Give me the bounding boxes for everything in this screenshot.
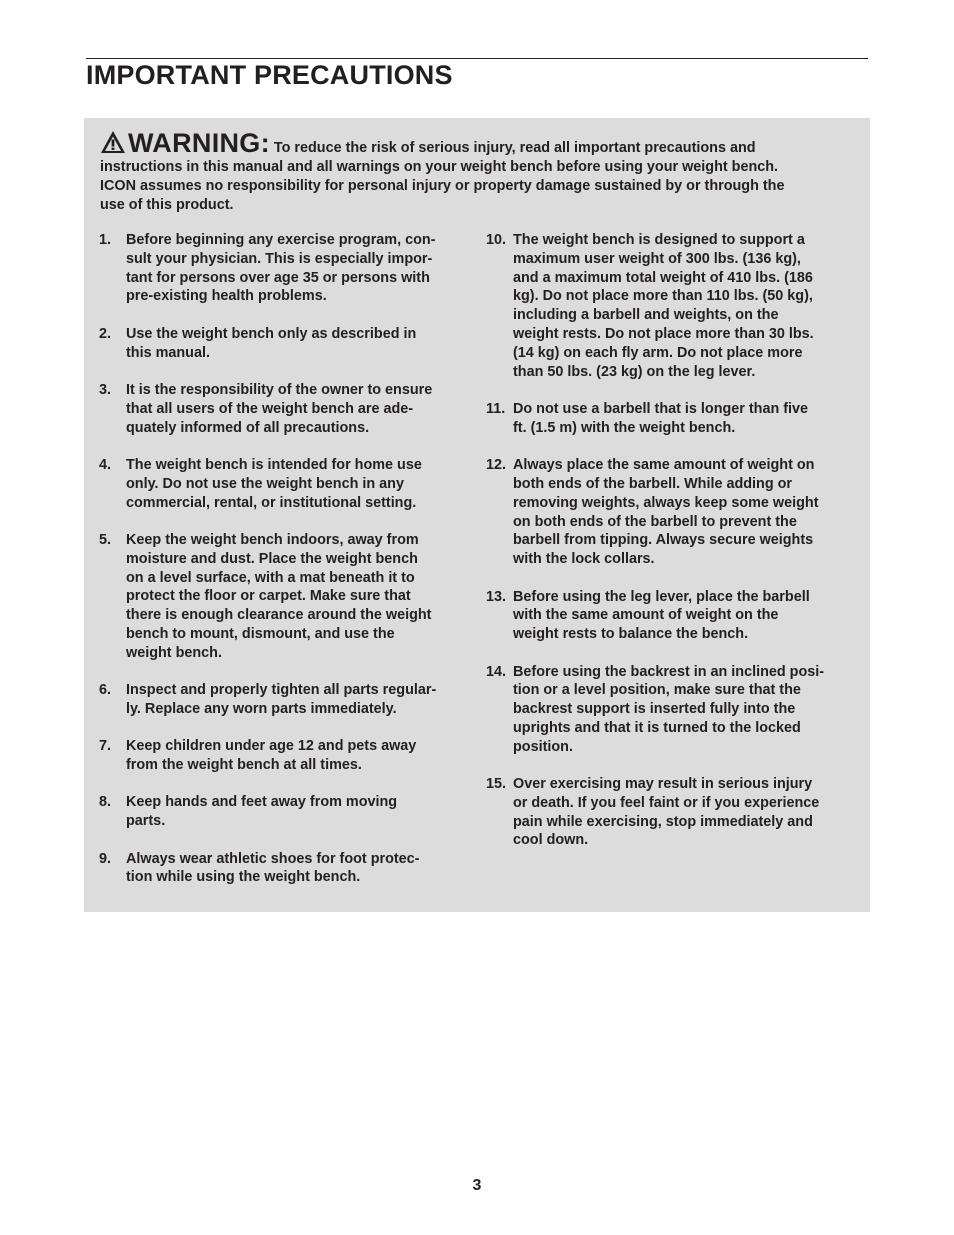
warning-line: ICON assumes no responsibility for personal injury or property damage sustained by or through the: [100, 178, 785, 194]
precaution-line: position.: [513, 738, 573, 755]
precaution-line: weight rests to balance the bench.: [513, 626, 749, 643]
precaution-text: [513, 588, 858, 644]
precaution-number: 13.: [486, 588, 507, 605]
precaution-line: moisture and dust. Place the weight bench: [126, 550, 418, 567]
precaution-line: with the lock collars.: [513, 551, 655, 568]
precaution-text: [513, 400, 858, 438]
precaution-line: Always wear athletic shoes for foot protec-: [126, 850, 420, 867]
precaution-line: this manual.: [126, 344, 210, 361]
warning-intro: [100, 130, 854, 215]
precaution-text: [126, 737, 467, 775]
warning-line: To reduce the risk of serious injury, read all important precautions and: [273, 140, 756, 156]
warning-line: use of this product.: [100, 197, 234, 213]
precaution-number: 8.: [99, 794, 112, 811]
precaution-line: commercial, rental, or institutional setting.: [126, 494, 417, 511]
precaution-line: quately informed of all precautions.: [126, 419, 370, 436]
page-title: IMPORTANT PRECAUTIONS: [86, 60, 453, 90]
precaution-item: [99, 456, 467, 512]
precaution-number: 6.: [99, 682, 112, 699]
precaution-line: Before using the backrest in an inclined posi-: [513, 663, 825, 680]
precaution-line: It is the responsibility of the owner to ensure: [126, 381, 433, 398]
precaution-item: [99, 531, 467, 663]
precaution-line: both ends of the barbell. While adding or: [513, 475, 793, 492]
precaution-line: ft. (1.5 m) with the weight bench.: [513, 419, 736, 436]
precaution-line: Over exercising may result in serious injury: [513, 776, 813, 793]
precaution-number: 1.: [99, 232, 112, 248]
precaution-text: [126, 531, 467, 663]
precaution-line: Before beginning any exercise program, con-: [126, 232, 436, 248]
precaution-line: maximum user weight of 300 lbs. (136 kg),: [513, 250, 801, 267]
precaution-item: [99, 850, 467, 888]
precaution-line: including a barbell and weights, on the: [513, 307, 779, 324]
precaution-number: 12.: [486, 457, 507, 474]
precaution-line: on both ends of the barbell to prevent the: [513, 513, 797, 530]
precaution-text: [126, 231, 467, 306]
precaution-line: tant for persons over age 35 or persons with: [126, 269, 430, 286]
precaution-line: tion while using the weight bench.: [126, 869, 361, 886]
precaution-text: [126, 456, 467, 512]
precaution-text: [513, 663, 858, 757]
precaution-text: [126, 850, 467, 888]
precaution-line: barbell from tipping. Always secure weights: [513, 532, 814, 549]
precaution-line: pre-existing health problems.: [126, 288, 327, 305]
precaution-text: [513, 231, 858, 381]
precaution-number: 10.: [486, 232, 507, 248]
precaution-number: 5.: [99, 531, 112, 548]
precaution-text: [513, 456, 858, 569]
precaution-line: protect the floor or carpet. Make sure that: [126, 588, 411, 605]
precaution-line: Keep the weight bench indoors, away from: [126, 531, 419, 548]
precaution-item: [99, 793, 467, 831]
precaution-line: Before using the leg lever, place the barbell: [513, 588, 810, 605]
precaution-line: (14 kg) on each fly arm. Do not place more: [513, 344, 803, 361]
precaution-number: 14.: [486, 663, 507, 680]
precaution-text: [513, 775, 858, 850]
precaution-number: 15.: [486, 776, 507, 793]
precaution-line: only. Do not use the weight bench in any: [126, 475, 404, 492]
precautions-left-column: [99, 231, 467, 906]
precaution-line: pain while exercising, stop immediately and: [513, 813, 813, 830]
precaution-item: [99, 681, 467, 719]
precaution-line: Keep hands and feet away from moving: [126, 794, 398, 811]
precaution-line: Use the weight bench only as described in: [126, 325, 417, 342]
precaution-line: removing weights, always keep some weight: [513, 494, 819, 511]
precaution-line: there is enough clearance around the weight: [126, 607, 432, 624]
precaution-line: The weight bench is designed to support a: [513, 232, 805, 248]
precaution-line: tion or a level position, make sure that the: [513, 682, 801, 699]
precaution-line: from the weight bench at all times.: [126, 757, 362, 774]
precaution-line: ly. Replace any worn parts immediately.: [126, 700, 397, 717]
precaution-line: bench to mount, dismount, and use the: [126, 625, 395, 642]
precaution-line: and a maximum total weight of 410 lbs. (186: [513, 269, 813, 286]
precaution-line: The weight bench is intended for home use: [126, 456, 422, 473]
precaution-line: parts.: [126, 813, 166, 830]
precaution-text: [126, 325, 467, 363]
precaution-line: that all users of the weight bench are ade-: [126, 400, 414, 417]
precaution-line: backrest support is inserted fully into the: [513, 701, 796, 718]
precaution-item: [486, 663, 858, 757]
precaution-number: 3.: [99, 381, 112, 398]
precaution-item: [99, 325, 467, 363]
precaution-line: Always place the same amount of weight on: [513, 457, 815, 474]
top-rule: [86, 58, 868, 59]
precaution-line: on a level surface, with a mat beneath it to: [126, 569, 415, 586]
precautions-right-column: [486, 231, 858, 869]
precaution-line: uprights and that it is turned to the locked: [513, 719, 801, 736]
precaution-line: weight rests. Do not place more than 30 lbs.: [513, 325, 814, 342]
precaution-line: Do not use a barbell that is longer than five: [513, 400, 809, 417]
precaution-item: [99, 737, 467, 775]
precaution-text: [126, 681, 467, 719]
warning-line: instructions in this manual and all warnings on your weight bench before using your weight bench.: [100, 159, 779, 175]
page-number: 3: [472, 1177, 482, 1194]
precaution-line: weight bench.: [126, 644, 222, 661]
warning-label: WARNING:: [128, 128, 270, 158]
precaution-line: or death. If you feel faint or if you experience: [513, 794, 820, 811]
precaution-item: [486, 775, 858, 850]
precaution-item: [486, 231, 858, 381]
precaution-item: [486, 400, 858, 438]
precaution-number: 4.: [99, 456, 112, 473]
precaution-number: 9.: [99, 850, 112, 867]
warning-triangle-icon: [100, 130, 126, 154]
precaution-line: cool down.: [513, 832, 589, 849]
precaution-item: [99, 231, 467, 306]
precaution-text: [126, 793, 467, 831]
precaution-line: Keep children under age 12 and pets away: [126, 738, 417, 755]
precaution-text: [126, 381, 467, 437]
precaution-number: 11.: [486, 400, 506, 417]
warning-box: [84, 118, 870, 912]
precaution-item: [486, 588, 858, 644]
precaution-item: [99, 381, 467, 437]
precaution-line: with the same amount of weight on the: [513, 607, 779, 624]
precaution-number: 7.: [99, 738, 112, 755]
precaution-item: [486, 456, 858, 569]
precaution-line: than 50 lbs. (23 kg) on the leg lever.: [513, 363, 756, 380]
precaution-number: 2.: [99, 325, 112, 342]
precaution-line: sult your physician. This is especially impor-: [126, 250, 433, 267]
precaution-line: kg). Do not place more than 110 lbs. (50 kg),: [513, 288, 813, 305]
precaution-line: Inspect and properly tighten all parts regular-: [126, 682, 437, 699]
